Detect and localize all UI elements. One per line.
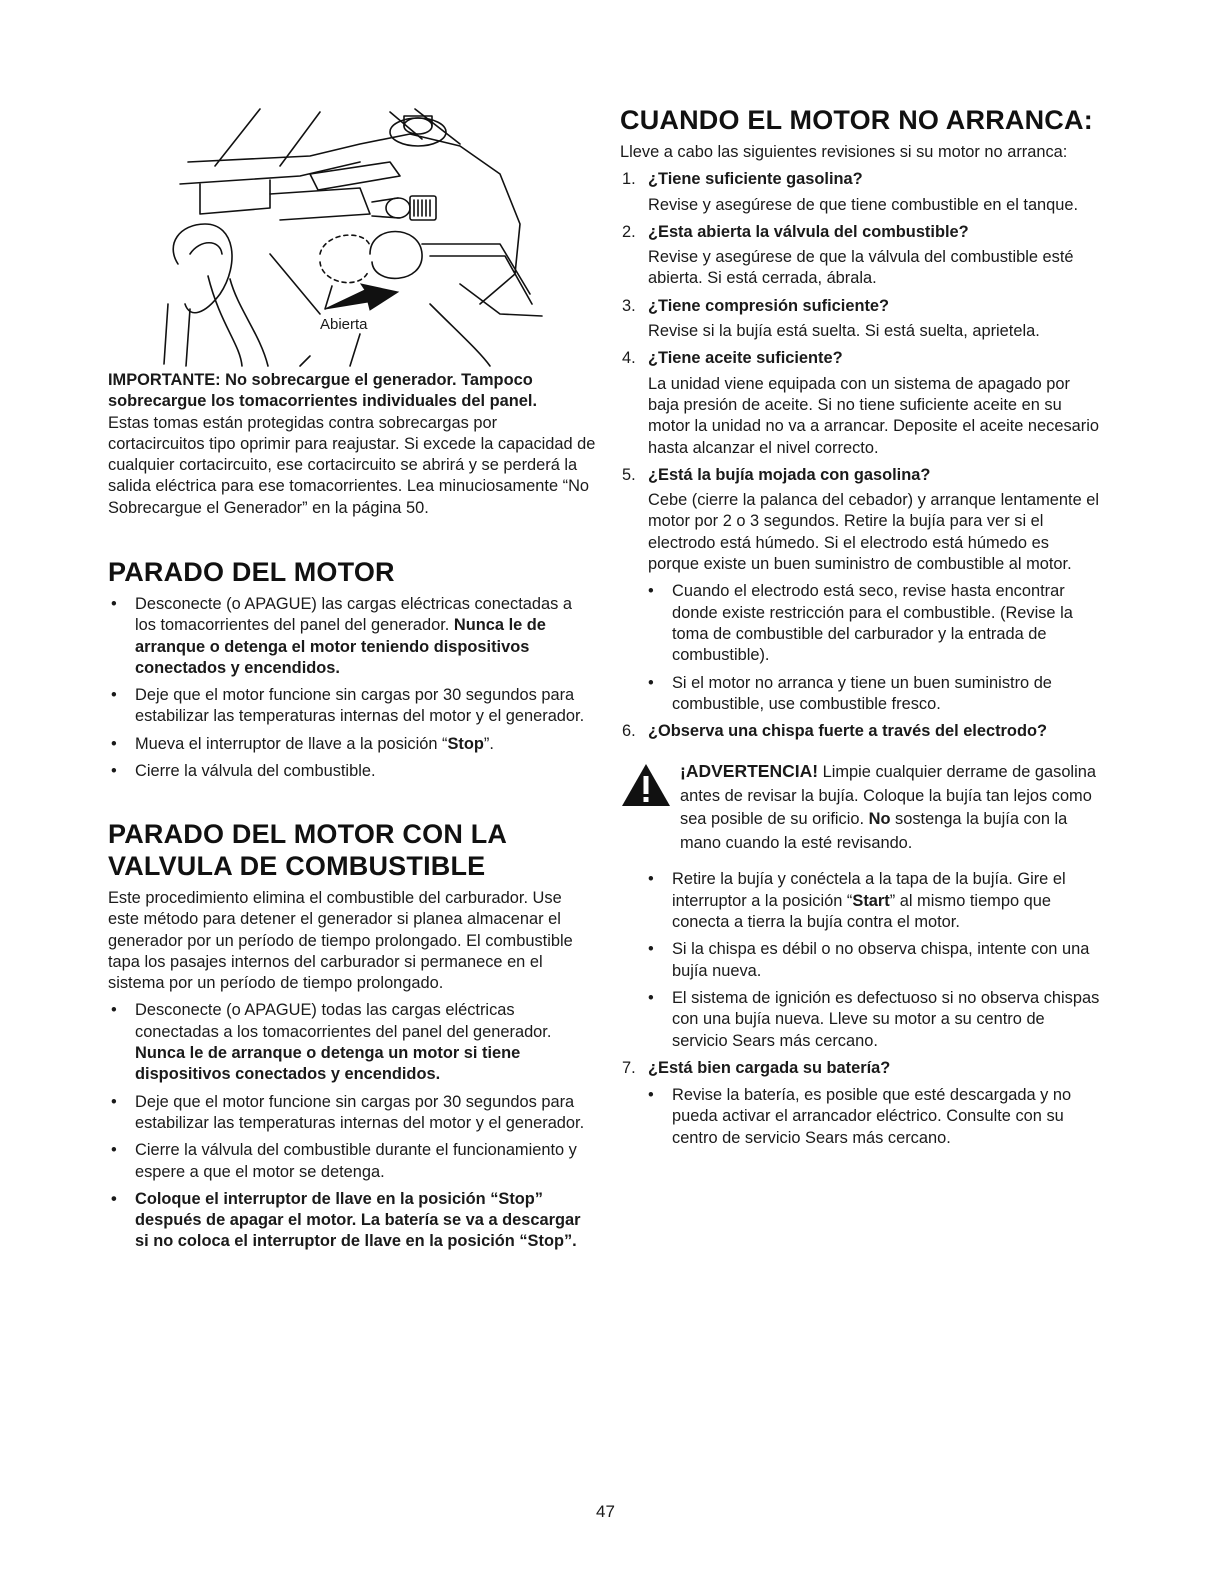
item-answer: La unidad viene equipada con un sistema de apagado por baja presión de aceite. Si no tiene suficiente aceite en su motor la unidad no va a arrancar. Deposite el aceite necesario hasta alcanzar el nivel correcto.: [648, 374, 1100, 457]
bullet-text: Si el motor no arranca y tiene un buen suministro de combustible, use combustible fresco.: [672, 673, 1052, 713]
section-title-parado-motor: PARADO DEL MOTOR: [108, 557, 395, 587]
list-item: [108, 1000, 596, 1085]
bullet-icon: •: [111, 734, 117, 753]
item-answer: Revise y asegúrese de que la válvula del combustible esté abierta. Si está cerrada, ábrala.: [648, 248, 1074, 288]
bullet-text: Deje que el motor funcione sin cargas por 30 segundos para estabilizar las temperaturas internas del motor y el generador.: [135, 686, 585, 726]
warning-text-end: sostenga la bujía con la mano cuando la esté revisando.: [680, 810, 1068, 852]
list-item: [108, 1189, 596, 1253]
item-answer: Revise y asegúrese de que tiene combustible en el tanque.: [648, 195, 1079, 214]
list-item: [108, 1092, 596, 1135]
item-answer: Revise si la bujía está suelta. Si está suelta, aprietela.: [648, 322, 1040, 341]
list-item: [108, 1140, 596, 1183]
item-answer: Cebe (cierre la palanca del cebador) y arranque lentamente el motor por 2 o 3 segundos. Retire la bujía para ver si el electrodo está húmedo. Si el electrodo está húmedo es porque existe un buen suministro de combustible al motor.: [648, 491, 1100, 574]
bullet-text: Mueva el interruptor de llave a la posición “: [135, 734, 448, 753]
item-question: ¿Observa una chispa fuerte a través del electrodo?: [648, 722, 1047, 741]
bullet-icon: •: [111, 686, 117, 705]
list-item: [645, 673, 1100, 716]
list-item: [108, 761, 596, 782]
warning-triangle-icon: [620, 762, 672, 808]
bullet-icon: •: [111, 1001, 117, 1020]
check-item-3: [620, 296, 1100, 317]
section-parado-valvula: [108, 818, 596, 1253]
bullet-warning-text: Nunca le de arranque o detenga un motor si tiene dispositivos conectados y encendidos.: [135, 1044, 521, 1084]
item-question: ¿Está la bujía mojada con gasolina?: [648, 465, 931, 484]
list-item: [108, 734, 596, 755]
bullet-icon: •: [111, 1141, 117, 1160]
check-item-7: [620, 1058, 1100, 1079]
item-number: 2.: [622, 222, 636, 241]
section-title-line-2: VALVULA DE COMBUSTIBLE: [108, 851, 486, 881]
item-question: ¿Esta abierta la válvula del combustible?: [648, 222, 969, 241]
bullet-text: Retire la bujía y conéctela a la tapa de la bujía. Gire el interruptor a la posición “: [672, 870, 1066, 910]
bullet-text: Desconecte (o APAGUE) las cargas eléctricas conectadas a los tomacorrientes del panel del generador.: [135, 595, 572, 635]
important-body-text: Estas tomas están protegidas contra sobrecargas por cortacircuitos tipo oprimir para reajustar. Si excede la capacidad de cualquier cortacircuito, ese cortacircuito se abrirá y se perderá la salida eléctrica para ese tomacorrientes. Lea minuciosamente “No Sobrecargue el Generador” en la página 50.: [108, 413, 596, 517]
list-item: [108, 685, 596, 728]
warning-title: ¡ADVERTENCIA!: [680, 761, 819, 782]
item-question: ¿Tiene aceite suficiente?: [648, 349, 843, 368]
page-number: 47: [596, 1502, 615, 1521]
bullet-text-end: ” al mismo tiempo que conecta a tierra la bujía contra el motor.: [672, 891, 1051, 932]
bullet-text: Si la chispa es débil o no observa chispa, intente con una bujía nueva.: [672, 940, 1090, 980]
bullet-text: Deje que el motor funcione sin cargas por 30 segundos para estabilizar las temperaturas internas del motor y el generador.: [135, 1092, 585, 1132]
list-item: [108, 594, 596, 679]
item-number: 7.: [622, 1058, 636, 1077]
section-title-line-1: PARADO DEL MOTOR CON LA: [108, 819, 508, 849]
section-parado-motor: [108, 556, 596, 782]
item-number: 5.: [622, 465, 636, 484]
bullet-text: Cuando el electrodo está seco, revise hasta encontrar donde existe restricción para el combustible. (Revise la toma de combustible del carburador y la entrada de combustible).: [672, 582, 1073, 665]
warning-text: Limpie cualquier derrame de gasolina antes de revisar la bujía. Coloque la bujía tan lejos como sea posible de su orificio.: [680, 763, 1096, 829]
figure-caption: Abierta: [320, 316, 368, 333]
item-question: ¿Tiene suficiente gasolina?: [648, 170, 863, 189]
list-item: [645, 988, 1100, 1052]
bullet-icon: •: [648, 870, 654, 889]
list-item: [645, 939, 1100, 982]
bullet-icon: •: [648, 582, 654, 601]
item-question: ¿Está bien cargada su batería?: [648, 1058, 891, 1077]
item-question: ¿Tiene compresión suficiente?: [648, 296, 890, 315]
list-item: [645, 581, 1100, 666]
important-bold-text: IMPORTANTE: No sobrecargue el generador. Tampoco sobrecargue los tomacorrientes individuales del panel.: [108, 371, 538, 411]
bullet-icon: •: [111, 1189, 117, 1208]
stop-label: Stop: [447, 734, 484, 753]
item-number: 4.: [622, 349, 636, 368]
bullet-text: El sistema de ignición es defectuoso si no observa chispas con una bujía nueva. Lleve su motor a su centro de servicio Sears más cercano.: [672, 988, 1100, 1050]
bullet-warning-text: Nunca le de arranque o detenga el motor teniendo dispositivos conectados y encendidos.: [135, 616, 546, 677]
warning-box: [620, 760, 1100, 855]
bullet-icon: •: [648, 940, 654, 959]
check-item-6: [620, 721, 1100, 742]
list-item: [645, 869, 1100, 933]
section-intro: Lleve a cabo las siguientes revisiones si su motor no arranca:: [620, 143, 1068, 161]
bullet-warning-text: Coloque el interruptor de llave en la posición “Stop” después de apagar el motor. La batería se va a descargar si no coloca el interruptor de llave en la posición “Stop”.: [135, 1189, 581, 1251]
check-item-2: [620, 222, 1100, 243]
start-label: Start: [852, 891, 890, 910]
item-number: 6.: [622, 722, 636, 741]
item-number: 3.: [622, 296, 636, 315]
check-item-4: [620, 348, 1100, 369]
check-item-1: [620, 169, 1100, 190]
bullet-text: Revise la batería, es posible que esté descargada y no pueda activar el arrancador eléctrico. Consulte con su centro de servicio Sears más cercano.: [672, 1086, 1072, 1147]
important-note: [108, 370, 596, 519]
bullet-text-end: ”.: [483, 734, 494, 753]
bullet-text: Cierre la válvula del combustible.: [135, 762, 376, 781]
check-item-5: [620, 465, 1100, 486]
bullet-icon: •: [648, 988, 654, 1007]
section-title-no-arranca: CUANDO EL MOTOR NO ARRANCA:: [620, 105, 1093, 135]
warning-bold: No: [868, 810, 891, 829]
bullet-icon: •: [648, 673, 654, 692]
bullet-icon: •: [111, 762, 117, 781]
item-number: 1.: [622, 170, 636, 189]
bullet-text: Cierre la válvula del combustible durante el funcionamiento y espere a que el motor se detenga.: [135, 1141, 577, 1181]
section-intro: Este procedimiento elimina el combustible del carburador. Use este método para detener el generador si planea almacenar el generador por un período de tiempo prolongado. El combustible tapa los pasajes internos del carburador si permanece en el sistema por un período de tiempo prolongado.: [108, 889, 573, 993]
bullet-text: Desconecte (o APAGUE) todas las cargas eléctricas conectadas a los tomacorrientes del panel del generador.: [135, 1001, 552, 1041]
bullet-icon: •: [111, 1092, 117, 1111]
bullet-icon: •: [111, 595, 117, 613]
list-item: [645, 1085, 1100, 1149]
bullet-icon: •: [648, 1086, 654, 1105]
